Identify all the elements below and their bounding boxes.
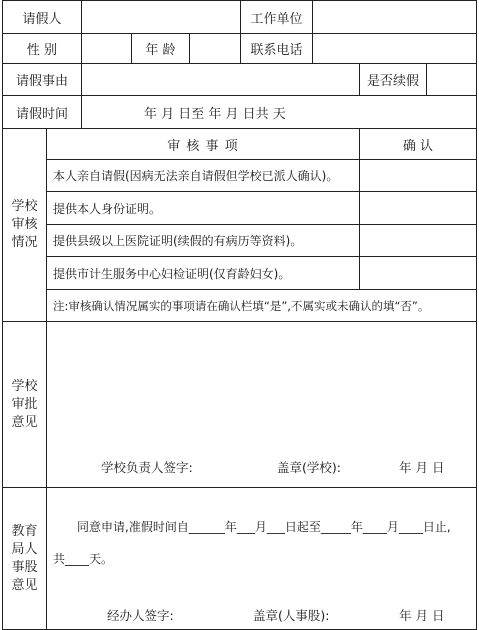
confirm-input-3[interactable] [359, 224, 477, 257]
age-input[interactable] [189, 33, 241, 64]
review-label-line2: 审核 [11, 217, 38, 232]
approval-date-label: 年 月 日 [399, 460, 445, 475]
review-item-2: 提供本人身份证明。 [46, 191, 360, 225]
school-seal-label: 盖章(学校): [277, 460, 341, 475]
phone-label: 联系电话 [240, 33, 313, 64]
applicant-input[interactable] [81, 0, 241, 34]
renewal-label: 是否续假 [359, 63, 427, 96]
bureau-date-label: 年 月 日 [399, 608, 445, 623]
school-approval-field[interactable] [46, 321, 477, 488]
time-label: 请假时间 [2, 95, 82, 129]
gender-input[interactable] [81, 33, 132, 64]
handler-signature-label: 经办人签字: [107, 608, 174, 623]
reason-input[interactable] [81, 63, 360, 96]
review-label-line1: 学校 [11, 199, 38, 214]
approval-label-line3: 意见 [11, 414, 38, 430]
review-item-4: 提供市计生服务中心妇检证明(仅育龄妇女)。 [46, 256, 360, 290]
approval-label-line2: 审批 [11, 396, 38, 412]
work-unit-label: 工作单位 [240, 0, 313, 34]
hr-seal-label: 盖章(人事股): [253, 608, 330, 623]
applicant-label: 请假人 [2, 0, 82, 34]
confirm-input-4[interactable] [359, 256, 477, 290]
age-label: 年 龄 [131, 33, 190, 64]
review-items-header: 审 核 事 项 [46, 128, 360, 160]
bureau-label-line3: 事股 [11, 559, 38, 575]
review-label-line3: 情况 [11, 235, 38, 250]
principal-signature-label: 学校负责人签字: [101, 460, 193, 475]
bureau-label-line2: 局人 [11, 541, 38, 557]
renewal-input[interactable] [426, 63, 477, 96]
review-note: 注:审核确认情况属实的事项请在确认栏填“是”,不属实或未确认的填“否”。 [46, 289, 477, 322]
leave-application-form [2, 0, 477, 630]
bureau-label-line4: 意见 [11, 577, 38, 593]
gender-label: 性 别 [2, 33, 82, 64]
confirm-input-2[interactable] [359, 191, 477, 225]
confirm-header: 确 认 [359, 128, 477, 160]
reason-label: 请假事由 [2, 63, 82, 96]
phone-input[interactable] [312, 33, 477, 64]
review-item-3: 提供县级以上医院证明(续假的有病历等资料)。 [46, 224, 360, 257]
bureau-hr-section-label [2, 487, 47, 630]
bureau-approval-line1: 同意申请,准假时间自______年___月___日起至_____年____月____日止, [77, 520, 451, 534]
approval-label-line1: 学校 [11, 378, 38, 394]
confirm-input-1[interactable] [359, 159, 477, 192]
work-unit-input[interactable] [312, 0, 477, 34]
leave-time-field[interactable]: 年 月 日至 年 月 日共 天 [81, 95, 477, 129]
school-approval-section-label [2, 321, 47, 488]
bureau-opinion-field[interactable] [46, 487, 477, 630]
bureau-approval-line2: 共____天。 [53, 552, 114, 566]
school-review-section-label [2, 128, 47, 322]
bureau-label-line1: 教育 [11, 523, 38, 539]
review-item-1: 本人亲自请假(因病无法亲自请假但学校已派人确认)。 [46, 159, 360, 192]
